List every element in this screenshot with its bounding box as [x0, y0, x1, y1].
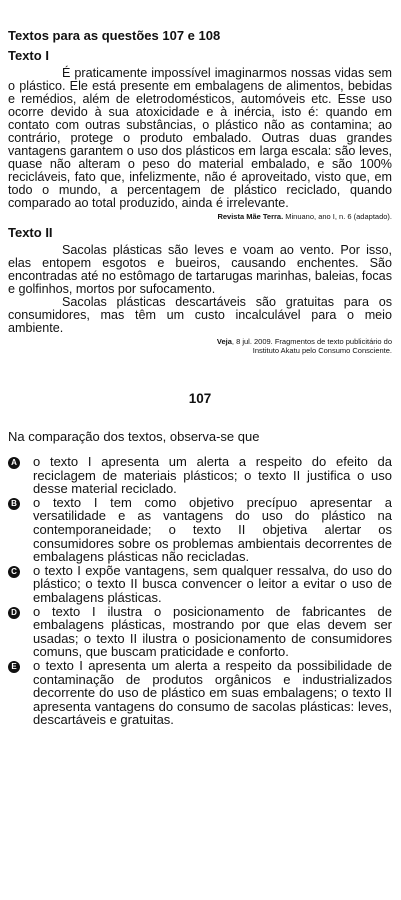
option-b[interactable]: [8, 496, 392, 564]
option-e-letter-icon: E: [8, 661, 20, 673]
texto2-source-title: Veja: [216, 337, 232, 346]
texto2-source: [8, 337, 392, 355]
texto2-title: Texto II: [8, 225, 53, 240]
option-d-text: o texto I ilustra o posicionamento de fabricantes de embalagens plásticas, mostrando por que elas devem ser usadas; o texto II ilustra o posicionamento de consumidores comuns, que buscam praticidade e conforto.: [33, 603, 392, 660]
option-b-text: o texto I tem como objetivo precípuo apresentar a versatilidade e as vantagens do uso do plástico na contemporaneidade; o texto II objetiva alertar os consumidores sobre os problemas ambientais decorrentes de embalagens plásticas não recicladas.: [33, 494, 392, 565]
texto2-source-line2: Instituto Akatu pelo Consumo Consciente.: [252, 346, 392, 355]
texto1-source-detail: Minuano, ano I, n. 6 (adaptado).: [283, 212, 392, 221]
texto2-body-1: [8, 244, 392, 296]
texto2-body-1-text: Sacolas plásticas são leves e voam ao vento. Por isso, elas entopem esgotos e bueiros, causando enchentes. São encontradas até no estômago de tartarugas marinhas, baleias, focas e golfinhos, mortos por sufocamento.: [8, 243, 392, 296]
option-e-text: o texto I apresenta um alerta a respeito da possibilidade de contaminação de produtos orgânicos e industrializados decorrente do uso de plástico em suas embalagens; o texto II apresenta vantagens do consumo de sacolas plásticas: leves, descartáveis e gratuitas.: [33, 657, 392, 728]
option-d-letter-icon: D: [8, 607, 20, 619]
texto1-source-title: Revista Mãe Terra.: [217, 212, 284, 221]
option-b-letter-icon: B: [8, 498, 20, 510]
texto2-body-2-text: Sacolas plásticas descartáveis são gratuitas para os consumidores, mas têm um custo incalculável para o meio ambiente.: [8, 295, 392, 335]
texto2-source-line1: , 8 jul. 2009. Fragmentos de texto publicitário do: [231, 337, 392, 346]
option-a-letter-icon: A: [8, 457, 20, 469]
option-d[interactable]: [8, 605, 392, 659]
option-e[interactable]: [8, 659, 392, 727]
question-number: 107: [188, 391, 212, 406]
texto1-body: [8, 67, 392, 210]
texto1-title: Texto I: [8, 48, 49, 63]
option-c[interactable]: [8, 564, 392, 605]
texto2-body-2: [8, 296, 392, 335]
option-c-text: o texto I expõe vantagens, sem qualquer ressalva, do uso do plástico; o texto II busca convencer o leitor a evitar o uso de embalagens plásticas.: [33, 562, 392, 605]
exam-page: [8, 28, 392, 727]
option-a-text: o texto I apresenta um alerta a respeito do efeito da reciclagem de materiais plásticos; o texto II justifica o uso desse material reciclado.: [33, 454, 392, 497]
option-a[interactable]: [8, 455, 392, 496]
texto1-source: [8, 212, 392, 221]
section-header: Textos para as questões 107 e 108: [8, 28, 221, 43]
question-stem: Na comparação dos textos, observa-se que: [8, 429, 260, 444]
option-c-letter-icon: C: [8, 566, 20, 578]
texto1-body-text: É praticamente impossível imaginarmos nossas vidas sem o plástico. Ele está presente em embalagens de alimentos, bebidas e remédios, além de eletrodomésticos, automóveis etc. Esse uso ocorre devido à sua atoxicidade e à inércia, isto é: quando em contato com outras substâncias, o plástico não as contamina; ao contrário, protege o produto embalado. Outras duas grandes vantagens garantem o uso dos plásticos em larga escala: são leves, quase não alteram o peso do material embalado, e são 100% recicláveis, fato que, infelizmente, não é aproveitado, visto que, em todo o mundo, a percentagem de plástico reciclado, quando comparado ao total produzido, ainda é irrelevante.: [8, 66, 392, 210]
